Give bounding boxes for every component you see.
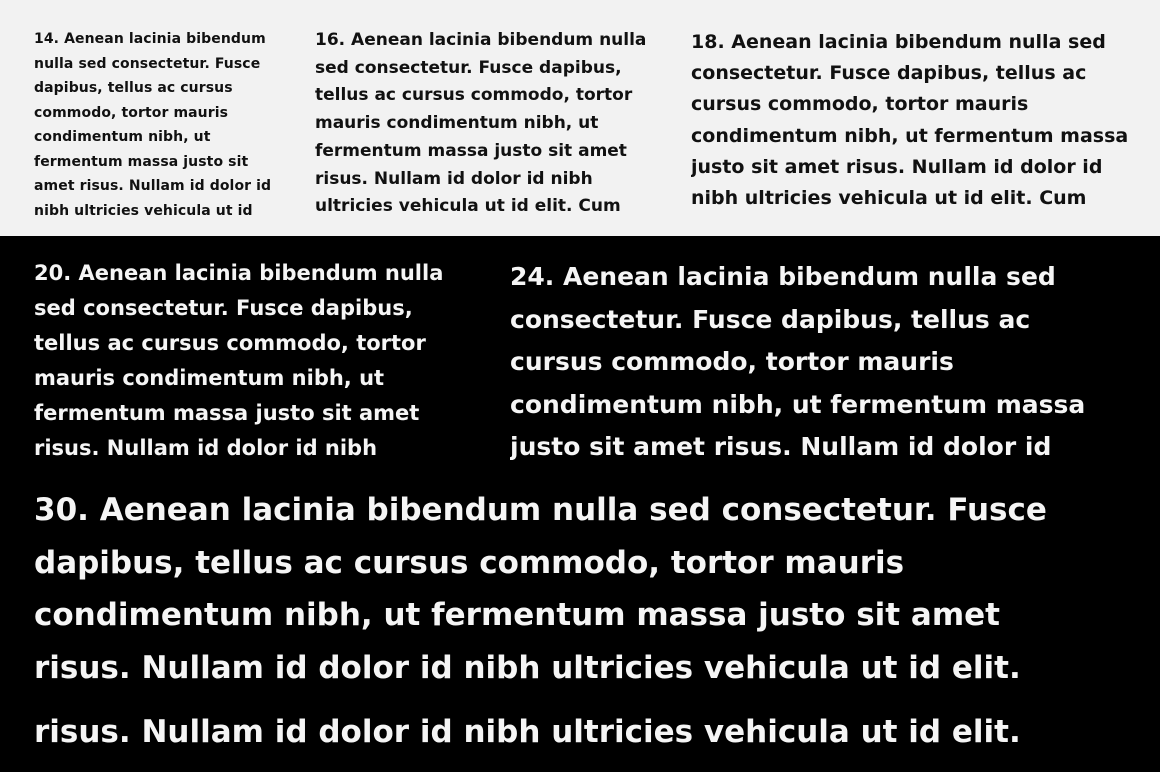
sample-line: condimentum nibh, ut fermentum massa: [691, 124, 1129, 147]
font-sample-size-14: [34, 27, 304, 223]
sample-line: sed consectetur. Fusce dapibus,: [315, 57, 622, 78]
sample-line: amet risus. Nullam id dolor id: [34, 178, 272, 194]
sample-line: 24. Aenean lacinia bibendum nulla sed: [510, 262, 1056, 291]
sample-line: justo sit amet risus. Nullam id dolor id: [691, 155, 1103, 178]
sample-line: dapibus, tellus ac cursus: [34, 80, 233, 96]
sample-line: 16. Aenean lacinia bibendum nulla: [315, 30, 647, 50]
sample-line: risus. Nullam id dolor id nibh ultricies vehicula ut id elit.: [34, 649, 1021, 686]
sample-line: consectetur. Fusce dapibus, tellus ac: [510, 304, 1031, 334]
sample-line: fermentum massa justo sit: [34, 153, 249, 170]
sample-line: risus. Nullam id dolor id nibh: [315, 168, 593, 189]
font-sample-size-24: [510, 256, 1150, 469]
sample-line: 14. Aenean lacinia bibendum: [34, 31, 266, 47]
sample-line: 18. Aenean lacinia bibendum nulla sed: [691, 31, 1106, 53]
sample-line: nulla sed consectetur. Fusce: [34, 55, 261, 72]
sample-line: ultricies vehicula ut id elit. Cum: [315, 196, 621, 217]
sample-line: cursus commodo, tortor mauris: [510, 347, 954, 376]
font-sample-size-16: [315, 27, 670, 221]
sample-line: tellus ac cursus commodo, tortor: [315, 85, 633, 106]
sample-line: cursus commodo, tortor mauris: [691, 93, 1029, 116]
sample-line: nibh ultricies vehicula ut id: [34, 202, 253, 219]
sample-line: fermentum massa justo sit amet: [315, 140, 627, 161]
sample-line: mauris condimentum nibh, ut: [34, 366, 385, 390]
sample-line: risus. Nullam id dolor id nibh: [34, 436, 378, 460]
font-sample-size-18: [691, 27, 1151, 214]
sample-line: consectetur. Fusce dapibus, tellus ac: [691, 62, 1087, 85]
sample-line: justo sit amet risus. Nullam id dolor id: [510, 432, 1052, 461]
sample-line: nibh ultricies vehicula ut id elit. Cum: [691, 187, 1087, 210]
sample-line: 30. Aenean lacinia bibendum nulla sed consectetur. Fusce: [34, 492, 1047, 528]
sample-line: 20. Aenean lacinia bibendum nulla: [34, 261, 444, 285]
sample-line: risus. Nullam id dolor id nibh ultricies vehicula ut id elit.: [34, 714, 1021, 750]
sample-line: dapibus, tellus ac cursus commodo, tortor mauris: [34, 544, 905, 581]
sample-line: condimentum nibh, ut fermentum massa: [510, 389, 1086, 419]
font-sample-size-30-repeat-line: [34, 706, 1144, 759]
sample-line: condimentum nibh, ut fermentum massa justo sit amet: [34, 597, 1000, 633]
font-sample-size-20: [34, 256, 474, 466]
sample-line: tellus ac cursus commodo, tortor: [34, 331, 426, 355]
sample-line: mauris condimentum nibh, ut: [315, 113, 599, 134]
sample-line: fermentum massa justo sit amet: [34, 401, 420, 425]
sample-line: condimentum nibh, ut: [34, 129, 211, 145]
sample-line: commodo, tortor mauris: [34, 104, 229, 121]
font-sample-size-30: [34, 484, 1144, 694]
sample-line: sed consectetur. Fusce dapibus,: [34, 296, 413, 320]
